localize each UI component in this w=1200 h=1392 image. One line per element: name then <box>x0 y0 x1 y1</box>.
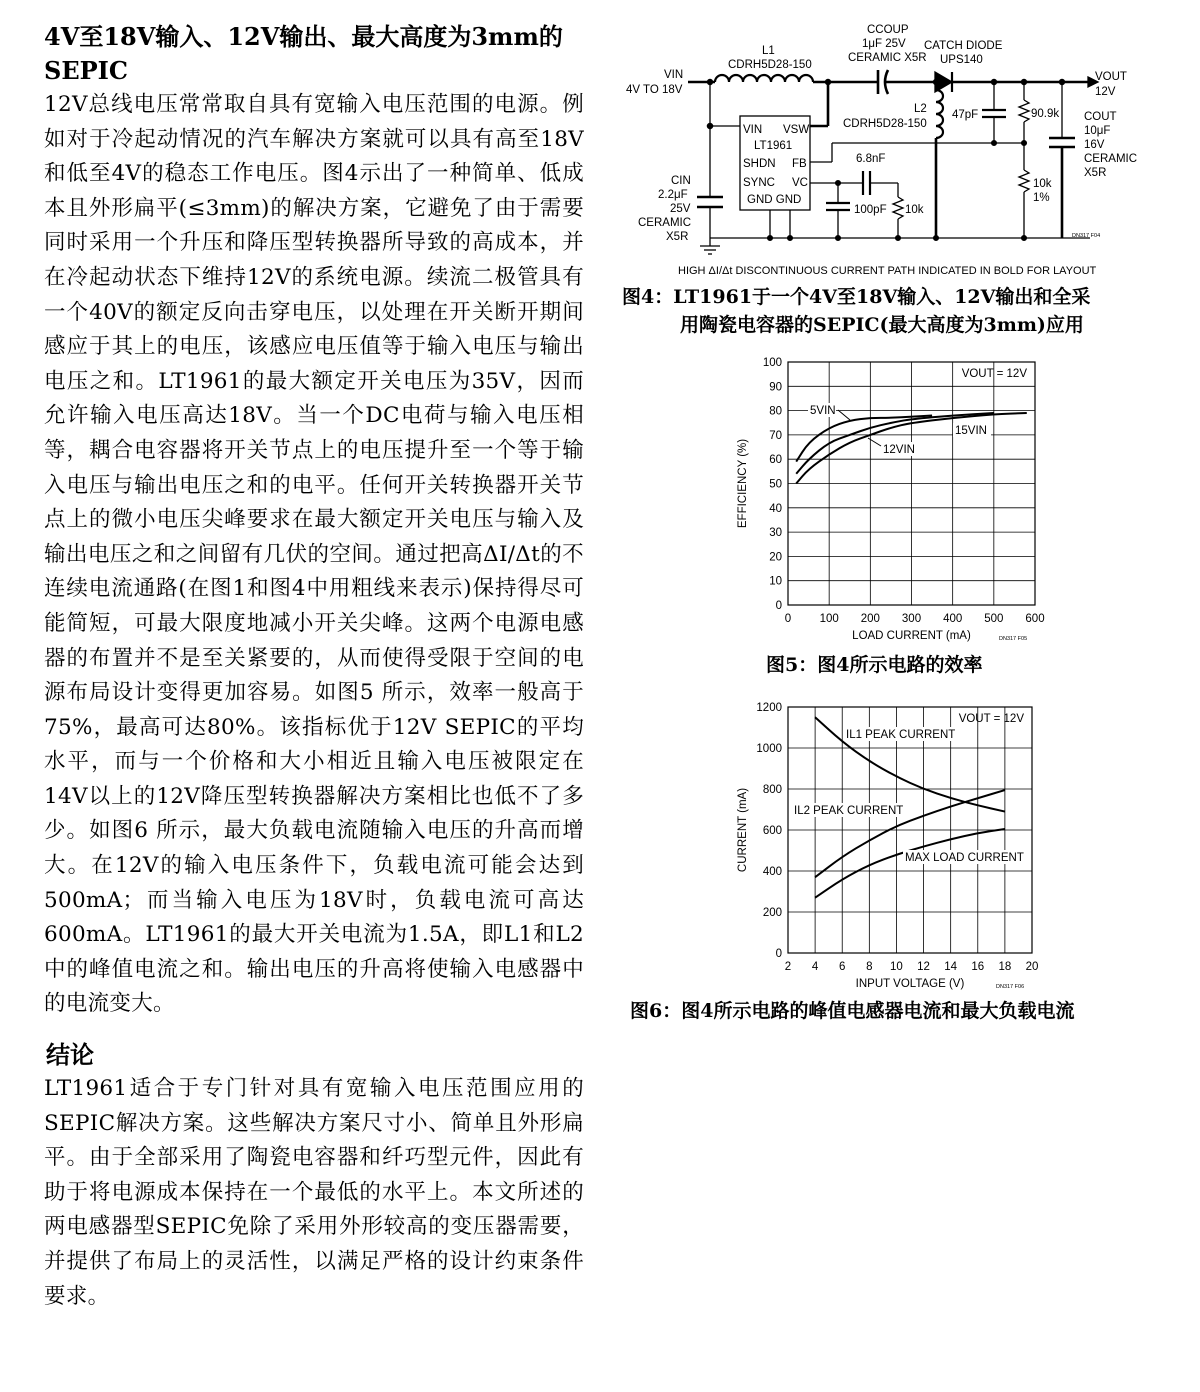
y-tick-label: 1000 <box>756 743 782 755</box>
y-tick-label: 40 <box>769 502 782 515</box>
ic-fb-label: FB <box>792 158 807 170</box>
x-tick-label: 400 <box>943 613 963 625</box>
cin-type1-label: CERAMIC <box>638 217 692 229</box>
cout-type1-label: CERAMIC <box>1084 153 1138 165</box>
figure4-schematic <box>600 0 1200 285</box>
cout-value-label: 10μF <box>1084 125 1111 137</box>
x-tick-label: 2 <box>784 961 792 973</box>
y-tick-label: 80 <box>769 405 782 418</box>
c68-label: 6.8nF <box>856 153 886 165</box>
x-tick-label: 0 <box>784 613 792 625</box>
series-leader-0 <box>838 410 850 420</box>
c100-label: 100pF <box>854 204 887 216</box>
cin-voltage-label: 25V <box>670 203 691 215</box>
fig4-code-label: DN317 F04 <box>1072 233 1101 239</box>
l1-part-label: CDRH5D28-150 <box>728 59 812 71</box>
x-tick-label: 100 <box>819 613 839 625</box>
y-axis-label: EFFICIENCY (%) <box>737 438 749 529</box>
y-axis-label: CURRENT (mA) <box>737 787 749 873</box>
series-label-1: 12VIN <box>883 444 915 456</box>
ic-vc-label: VC <box>792 177 808 189</box>
ic-gnd-label: GND GND <box>747 194 802 206</box>
x-tick-label: 300 <box>901 613 922 625</box>
x-tick-label: 600 <box>1025 613 1045 625</box>
y-tick-label: 100 <box>762 357 782 369</box>
series-label-1: IL2 PEAK CURRENT <box>794 805 904 817</box>
cin-label: CIN <box>671 175 691 187</box>
y-tick-label: 0 <box>775 948 782 960</box>
vout-annotation: VOUT = 12V <box>958 713 1024 725</box>
x-tick-label: 500 <box>984 613 1004 625</box>
r10k-label: 10k <box>905 204 924 216</box>
y-tick-label: 90 <box>769 381 782 394</box>
y-tick-label: 30 <box>769 527 782 540</box>
y-tick-label: 600 <box>762 825 782 837</box>
figure5-caption: 图5：图4所示电路的效率 <box>766 654 983 676</box>
y-tick-label: 20 <box>769 551 782 564</box>
diode-label: CATCH DIODE <box>924 40 1003 52</box>
x-tick-label: 8 <box>866 961 873 973</box>
figure4-caption-line1: 图4：LT1961于一个4V至18V输入、12V输出和全采 <box>622 286 1091 308</box>
x-tick-label: 200 <box>860 613 880 625</box>
figure-code-label: DN317 F06 <box>996 984 1025 990</box>
series-label-2: 15VIN <box>955 425 987 437</box>
x-tick-label: 4 <box>811 961 819 973</box>
x-axis-label: LOAD CURRENT (mA) <box>852 630 971 642</box>
r10k1-label: 10k <box>1033 178 1052 190</box>
vin-range-label: 4V TO 18V <box>626 84 683 96</box>
ic-vin-label: VIN <box>743 124 763 136</box>
y-tick-label: 60 <box>769 454 782 467</box>
ic-sync-label: SYNC <box>743 177 775 189</box>
vout-value-label: 12V <box>1095 86 1116 98</box>
cout-voltage-label: 16V <box>1084 139 1105 151</box>
r1pct-label: 1% <box>1033 192 1050 204</box>
figure6-current-chart <box>600 695 1200 995</box>
figure6-caption: 图6：图4所示电路的峰值电感器电流和最大负载电流 <box>630 1000 1075 1022</box>
figure-code-label: DN317 F05 <box>999 636 1028 642</box>
cout-type2-label: X5R <box>1084 167 1107 179</box>
conclusion-body: LT1961适合于专门针对具有宽输入电压范围应用的SEPIC解决方案。这些解决方案尺寸小、简单且外形扁平。由于全部采用了陶瓷电容器和纤巧型元件，因此有助于将电源成本保持在一个最低的水平上。本文所述的两电感器型SEPIC免除了采用外形较高的变压器需要，并提供了布局上的灵活性，以满足严格的设计约束条件要求。 <box>44 1076 584 1309</box>
article-title: 4V至18V输入、12V输出、最大高度为3mm的SEPIC <box>44 22 563 85</box>
series-label-0: IL1 PEAK CURRENT <box>846 729 956 741</box>
y-tick-label: 1200 <box>756 702 782 714</box>
r909-label: 90.9k <box>1031 108 1060 120</box>
ccoup-value-label: 1μF 25V <box>862 38 906 50</box>
x-tick-label: 6 <box>839 961 846 973</box>
y-tick-label: 10 <box>769 575 782 588</box>
ic-vsw-label: VSW <box>783 124 810 136</box>
l2-part-label: CDRH5D28-150 <box>843 118 927 130</box>
x-tick-label: 10 <box>890 961 903 973</box>
y-tick-label: 400 <box>762 866 782 878</box>
cout-label: COUT <box>1084 111 1117 123</box>
x-tick-label: 16 <box>971 961 985 973</box>
ic-shdn-label: SHDN <box>743 158 776 170</box>
cin-value-label: 2.2μF <box>658 189 688 201</box>
y-tick-label: 50 <box>769 478 782 491</box>
diode-part-label: UPS140 <box>940 54 983 66</box>
figure5-efficiency-chart <box>600 350 1200 645</box>
vout-label: VOUT <box>1095 71 1127 83</box>
conclusion-heading: 结论 <box>46 1040 94 1070</box>
y-tick-label: 70 <box>769 429 782 442</box>
series-label-0: 5VIN <box>810 405 836 417</box>
x-tick-label: 20 <box>1025 961 1039 973</box>
y-tick-label: 200 <box>762 907 782 919</box>
x-tick-label: 14 <box>944 961 958 973</box>
fig4-note-label: HIGH ΔI/Δt DISCONTINUOUS CURRENT PATH INDICATED IN BOLD FOR LAYOUT <box>678 265 1097 277</box>
x-tick-label: 18 <box>998 961 1012 973</box>
x-tick-label: 12 <box>917 961 930 973</box>
vin-label: VIN <box>664 69 684 81</box>
l1-label: L1 <box>762 45 775 57</box>
c47-label: 47pF <box>952 109 979 121</box>
ccoup-type-label: CERAMIC X5R <box>848 52 927 64</box>
cin-type2-label: X5R <box>666 231 689 243</box>
figures-column <box>600 0 1200 1100</box>
figure4-caption-line2: 用陶瓷电容器的SEPIC(最大高度为3mm)应用 <box>680 314 1084 336</box>
y-tick-label: 800 <box>762 784 782 796</box>
x-axis-label: INPUT VOLTAGE (V) <box>855 978 965 990</box>
series-label-2: MAX LOAD CURRENT <box>905 852 1024 864</box>
ccoup-label: CCOUP <box>867 24 909 36</box>
ic-name-label: LT1961 <box>754 140 793 152</box>
vout-annotation: VOUT = 12V <box>961 368 1027 380</box>
y-tick-label: 0 <box>775 600 782 612</box>
l2-label: L2 <box>914 103 927 115</box>
article-column <box>44 20 584 1314</box>
article-body: 12V总线电压常常取自具有宽输入电压范围的电源。例如对于冷起动情况的汽车解决方案就可以具有高至18V和低至4V的稳态工作电压。图4示出了一种简单、低成本且外形扁平(≤3mm)的解决方案，它避免了由于需要同时采用一个升压和降压型转换器所导致的高成本，并在冷起动状态下维持12V的系统电源。续流二极管具有一个40V的额定反向击穿电压，以处理在开关断开期间感应于其上的电压，该感应电压值等于输入电压与输出电压之和。LT1961的最大额定开关电压为35V，因而允许输入电压高达18V。当一个DC电荷与输入电压相等，耦合电容器将开关节点上的电压提升至一个等于输入电压与输出电压之和的电平。任何开关转换器开关节点上的微小电压尖峰要求在最大额定开关电压与输入及输出电压之和之间留有几伏的空间。通过把高ΔI/Δt的不连续电流通路(在图1和图4中用粗线来表示)保持得尽可能简短，可最大限度地减小开关尖峰。这两个电源电感器的布置并不是至关紧要的，从而使得受限于空间的电源布局设计变得更加容易。如图5 所示，效率一般高于75%，最高可达80%。该指标优于12V SEPIC的平均水平，而与一个价格和大小相近且输入电压被限定在14V以上的12V降压型转换器解决方案相比也低不了多少。如图6 所示，最大负载电流随输入电压的升高而增大。在12V的输入电压条件下，负载电流可能会达到500mA；而当输入电压为18V时，负载电流可高达600mA。LT1961的最大开关电流为1.5A，即L1和L2中的峰值电流之和。输出电压的升高将使输入电感器中的电流变大。 <box>44 92 584 1017</box>
